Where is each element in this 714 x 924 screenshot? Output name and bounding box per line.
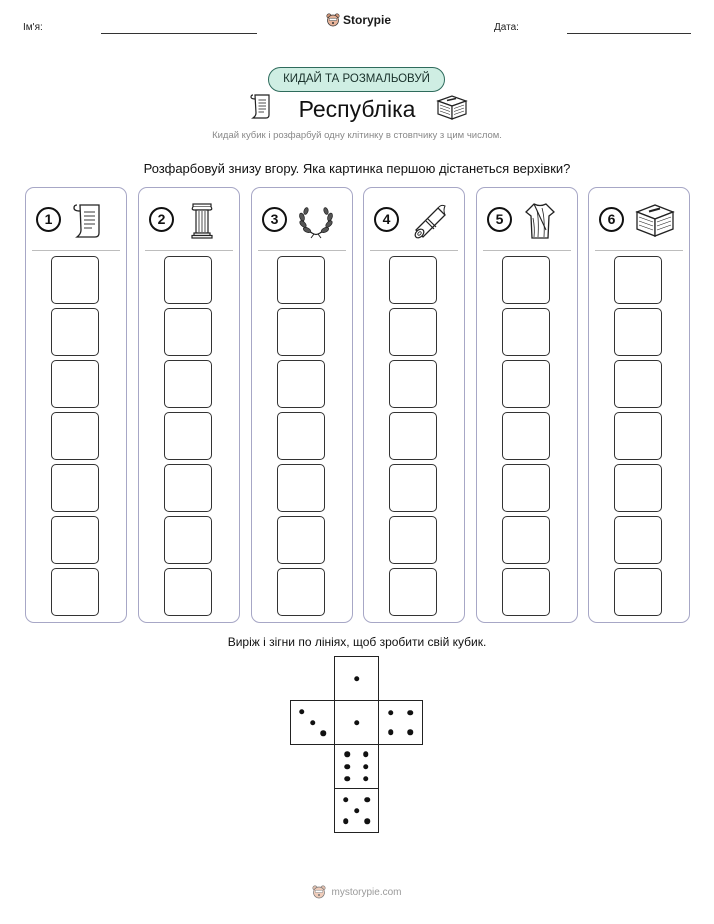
color-cell[interactable] — [502, 256, 550, 304]
column-divider — [483, 250, 571, 251]
brand-name: Storypie — [343, 13, 392, 27]
column-divider — [595, 250, 683, 251]
color-cell[interactable] — [164, 516, 212, 564]
column-divider — [32, 250, 120, 251]
color-cell[interactable] — [389, 360, 437, 408]
color-cell[interactable] — [277, 360, 325, 408]
color-cell[interactable] — [502, 360, 550, 408]
color-cell[interactable] — [614, 360, 662, 408]
color-cell[interactable] — [277, 256, 325, 304]
column-number: 5 — [487, 207, 512, 232]
color-cell[interactable] — [389, 516, 437, 564]
dice-pip — [343, 797, 349, 803]
column-number: 4 — [374, 207, 399, 232]
dice-pip — [363, 752, 369, 758]
column-3 — [251, 187, 353, 623]
dice-pip — [299, 709, 305, 715]
color-cell[interactable] — [51, 360, 99, 408]
cut-instruction: Виріж і зігни по лініях, щоб зробити свій кубик. — [227, 635, 487, 649]
column-number: 2 — [149, 207, 174, 232]
dice-pip — [388, 730, 394, 736]
column-4 — [363, 187, 465, 623]
ballot-box-icon — [436, 92, 468, 122]
color-cell[interactable] — [389, 308, 437, 356]
dice-pip — [365, 819, 371, 825]
dice-pip — [363, 764, 369, 770]
color-cell[interactable] — [502, 464, 550, 512]
color-cell[interactable] — [502, 516, 550, 564]
name-label: Ім'я: — [23, 22, 43, 33]
bear-logo-icon — [326, 13, 340, 27]
column-header — [589, 188, 689, 250]
column-header — [477, 188, 577, 250]
color-cell[interactable] — [614, 256, 662, 304]
color-cell[interactable] — [614, 412, 662, 460]
color-cell[interactable] — [277, 568, 325, 616]
color-cell[interactable] — [614, 516, 662, 564]
dice-pip — [344, 764, 350, 770]
column-1 — [25, 187, 127, 623]
color-cell[interactable] — [164, 308, 212, 356]
rolled-scroll-icon — [410, 200, 448, 240]
color-cell[interactable] — [51, 412, 99, 460]
color-cell[interactable] — [51, 516, 99, 564]
color-cell[interactable] — [277, 308, 325, 356]
column-header — [139, 188, 239, 250]
color-cell[interactable] — [389, 256, 437, 304]
column-header — [252, 188, 352, 250]
color-cell[interactable] — [51, 568, 99, 616]
color-cell[interactable] — [164, 256, 212, 304]
subtitle: Кидай кубик і розфарбуй одну клітинку в стовпчику з цим числом. — [212, 130, 502, 141]
dice-pip — [344, 752, 350, 758]
column-number: 1 — [36, 207, 61, 232]
dice-pip — [408, 730, 414, 736]
color-cell[interactable] — [51, 464, 99, 512]
color-cell[interactable] — [277, 412, 325, 460]
column-pillar-icon — [185, 200, 219, 240]
color-cell[interactable] — [51, 308, 99, 356]
column-header — [364, 188, 464, 250]
color-cell[interactable] — [614, 464, 662, 512]
scroll-icon — [72, 200, 106, 240]
footer — [0, 885, 714, 899]
dice-pip — [388, 710, 394, 716]
column-number: 6 — [599, 207, 624, 232]
column-header — [26, 188, 126, 250]
bear-logo-icon — [312, 885, 326, 899]
date-label: Дата: — [494, 22, 519, 33]
footer-url: mystorypie.com — [331, 886, 402, 898]
instruction: Розфарбовуй знизу вгору. Яка картинка першою дістанеться верхівки? — [143, 161, 571, 176]
dice-face-left — [290, 700, 335, 745]
column-number: 3 — [262, 207, 287, 232]
color-cell[interactable] — [389, 412, 437, 460]
activity-badge: КИДАЙ ТА РОЗМАЛЬОВУЙ — [268, 67, 445, 92]
dice-face-bottom-2 — [334, 788, 379, 833]
color-cell[interactable] — [51, 256, 99, 304]
dice-pip — [310, 720, 316, 726]
color-cell[interactable] — [502, 568, 550, 616]
column-5 — [476, 187, 578, 623]
dice-pip — [363, 776, 369, 782]
color-cell[interactable] — [389, 568, 437, 616]
color-cell[interactable] — [502, 412, 550, 460]
dice-pip — [344, 776, 350, 782]
toga-icon — [523, 200, 557, 242]
laurel-wreath-icon — [298, 200, 334, 240]
dice-face-bottom-1 — [334, 744, 379, 789]
dice-pip — [354, 808, 360, 814]
color-cell[interactable] — [164, 464, 212, 512]
dice-pip — [365, 797, 371, 803]
color-cell[interactable] — [614, 308, 662, 356]
color-cell[interactable] — [389, 464, 437, 512]
name-line — [101, 33, 257, 34]
dice-face-center — [334, 700, 379, 745]
color-cell[interactable] — [164, 412, 212, 460]
dice-pip — [354, 720, 360, 726]
color-cell[interactable] — [277, 464, 325, 512]
color-cell[interactable] — [614, 568, 662, 616]
column-2 — [138, 187, 240, 623]
dice-pip — [343, 819, 349, 825]
color-cell[interactable] — [502, 308, 550, 356]
dice-face-top — [334, 656, 379, 701]
dice-face-right — [378, 700, 423, 745]
ballot-box-icon — [635, 200, 675, 240]
brand-logo — [326, 13, 391, 27]
column-divider — [145, 250, 233, 251]
color-cell[interactable] — [277, 516, 325, 564]
dice-pip — [321, 731, 327, 737]
column-divider — [258, 250, 346, 251]
column-divider — [370, 250, 458, 251]
column-6 — [588, 187, 690, 623]
dice-pip — [408, 710, 414, 716]
color-cell[interactable] — [164, 360, 212, 408]
page-title: Республіка — [298, 96, 416, 122]
date-line — [567, 33, 691, 34]
dice-pip — [354, 676, 360, 682]
color-cell[interactable] — [164, 568, 212, 616]
